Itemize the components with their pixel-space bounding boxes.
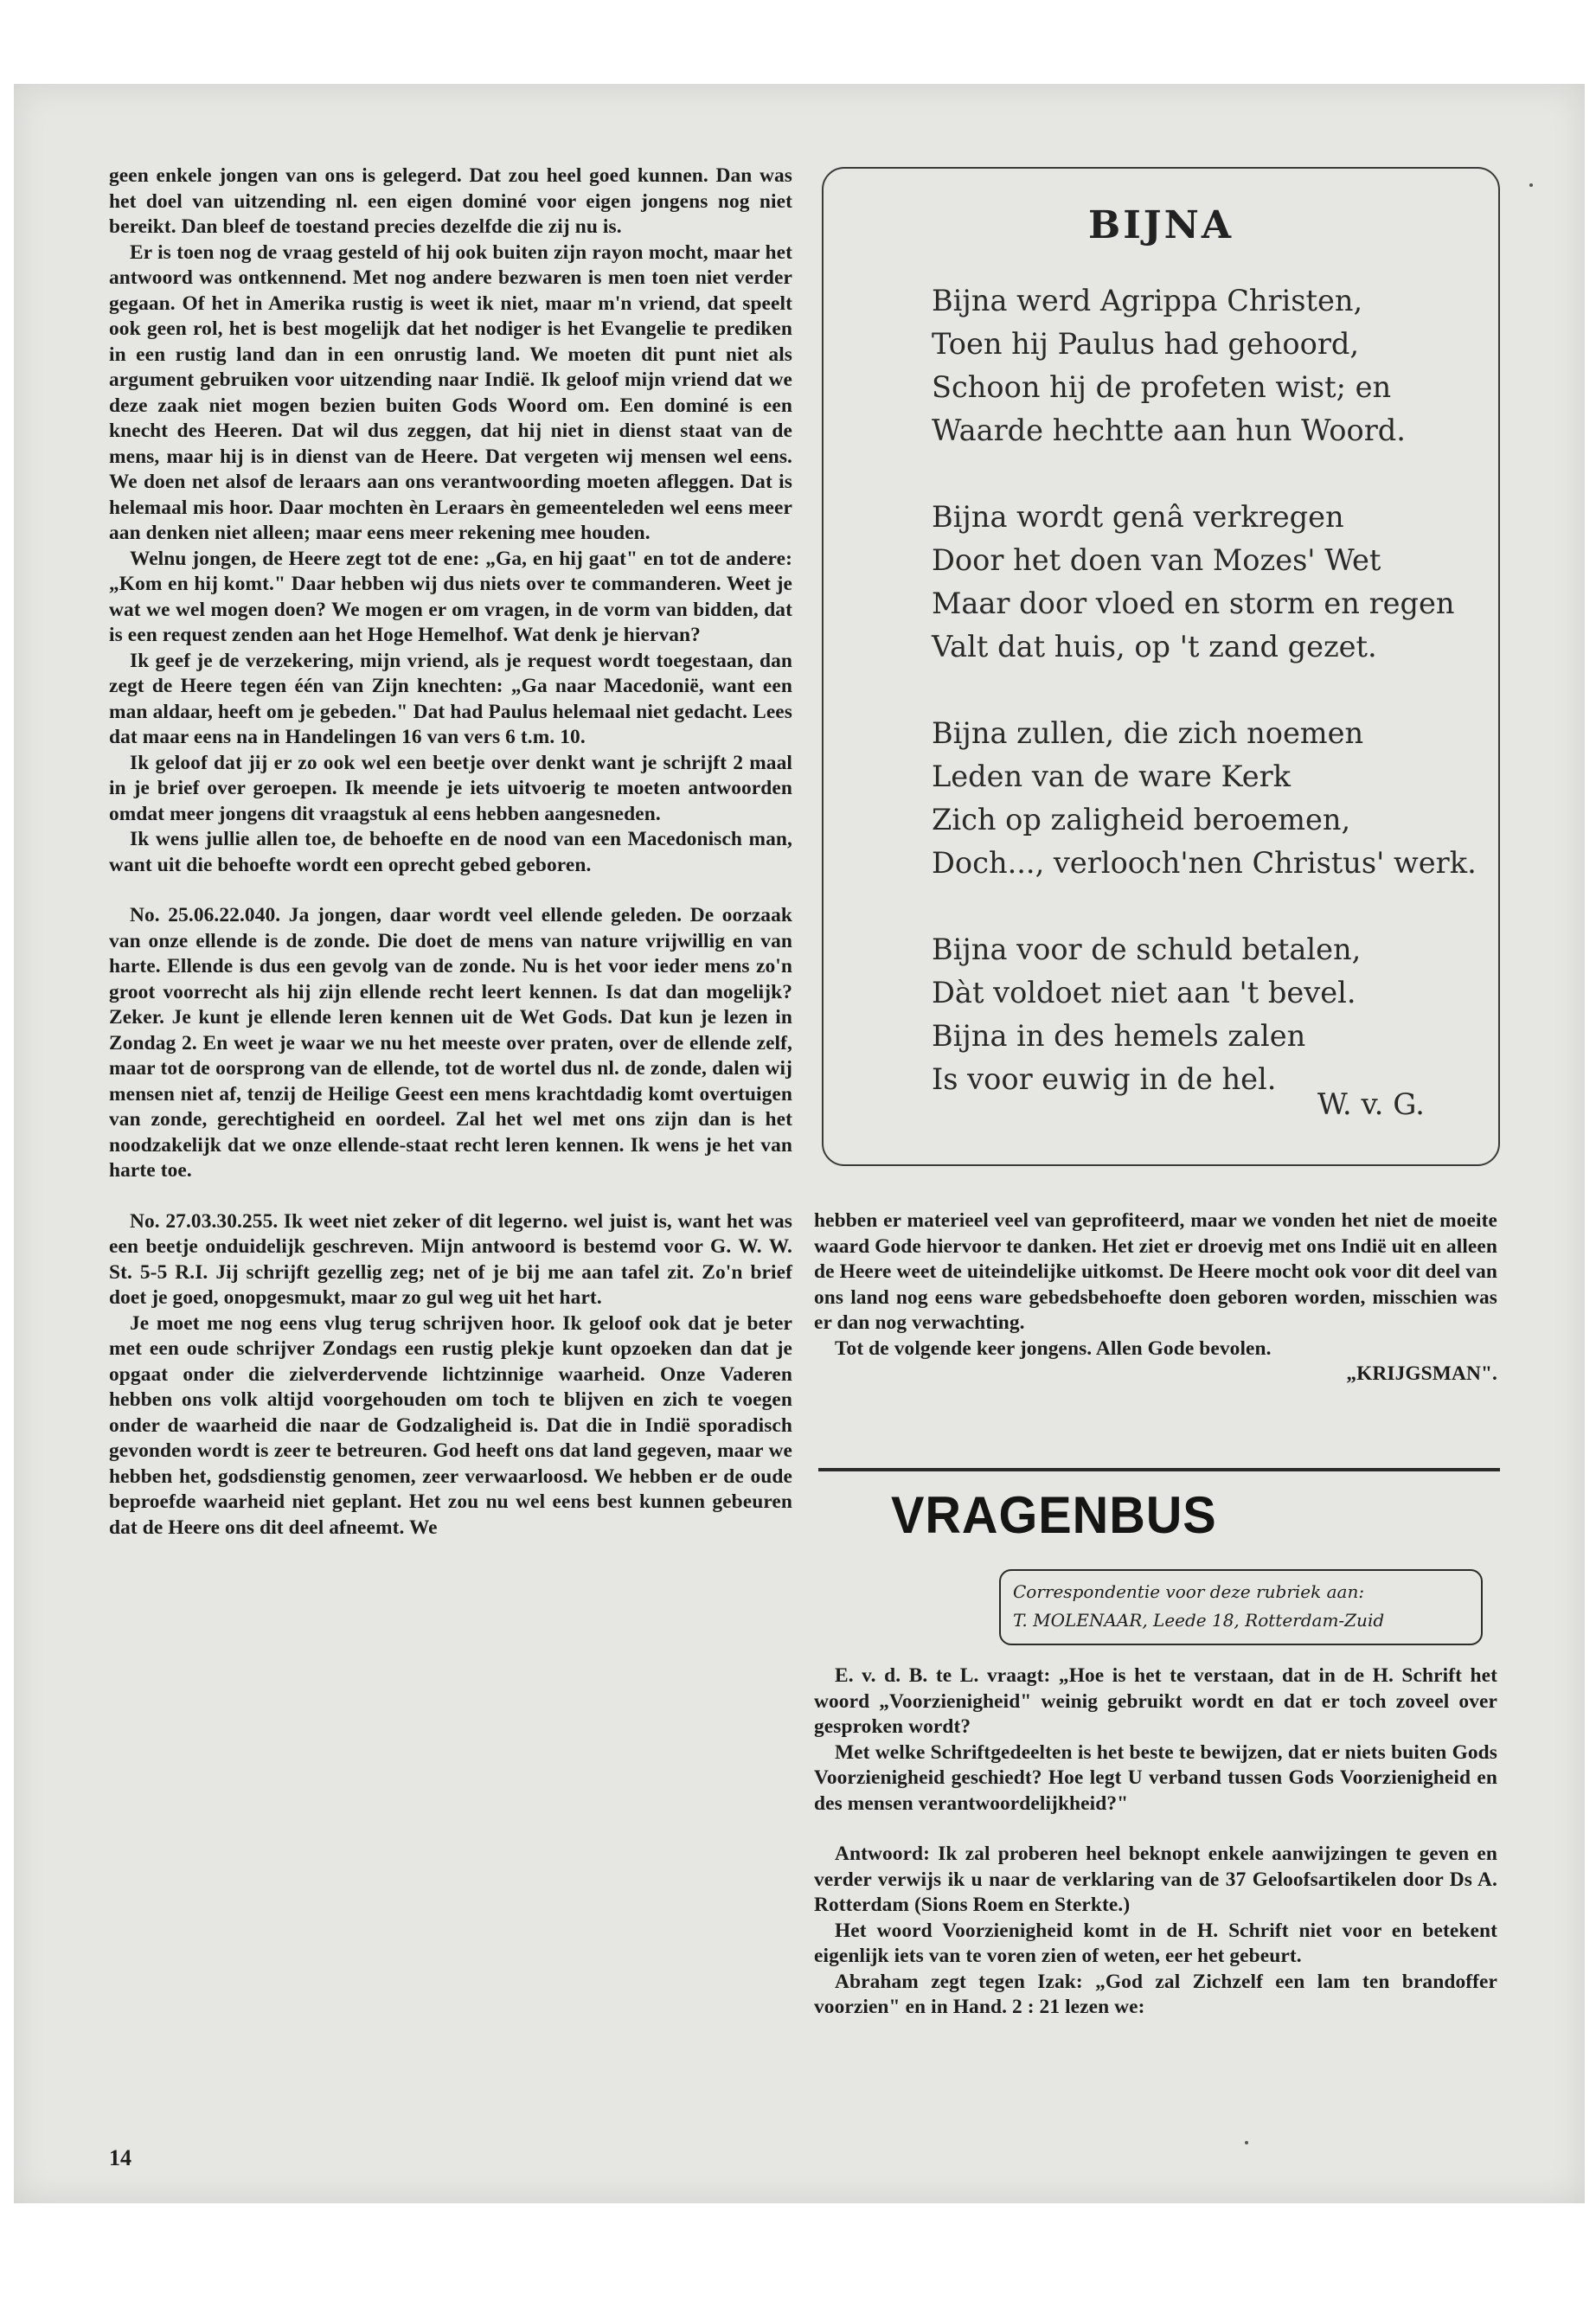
poem-line: Schoon hij de profeten wist; en [932, 370, 1392, 404]
paragraph: geen enkele jongen van ons is gelegerd. Dat zou heel goed kunnen. Dan was het doel van uitzending nl. een eigen dominé voor eigen jongens nog niet bereikt. Dan bleef de toestand precies dezelfde die zij nu is. [109, 164, 792, 238]
page-number: 14 [109, 2145, 131, 2170]
paragraph: Ik geef je de verzekering, mijn vriend, als je request wordt toegestaan, dan zegt de Heere tegen één van Zijn knechten: „Ga naar Macedonië, want een man aldaar, heeft om je gebeden." Dat had Paulus helemaal niet gedacht. Lees dat maar eens na in Handelingen 16 van vers 6 t.m. 10. [109, 649, 792, 748]
poem-line: Bijna wordt genâ verkregen [932, 500, 1344, 534]
poem-stanza [932, 496, 1468, 669]
poem-line: Dàt voldoet niet aan 't bevel. [932, 976, 1356, 1009]
paragraph: Welnu jongen, de Heere zegt tot de ene: „Ga, en hij gaat" en tot de andere: „Kom en hij komt." Daar hebben wij dus niets over te commanderen. Weet je wat we wel mogen doen? We mogen er om vragen, in de vorm van bidden, dat is een request zenden aan het Hoge Hemelhof. Wat denk je hiervan? [109, 547, 792, 646]
poem-line: Valt dat huis, op 't zand gezet. [932, 630, 1377, 663]
poem-line: Doch..., verlooch'nen Christus' werk. [932, 846, 1477, 880]
paragraph: Ik wens jullie allen toe, de behoefte en de nood van een Macedonisch man, want uit die behoefte wordt een oprecht gebed geboren. [109, 828, 792, 876]
poem-line: Zich op zaligheid beroemen, [932, 803, 1351, 836]
poem-stanza [932, 279, 1468, 452]
correspondence-address: T. MOLENAAR, Leede 18, Rotterdam-Zuid [1013, 1610, 1385, 1631]
poem-line: Bijna in des hemels zalen [932, 1019, 1306, 1053]
poem-line: Toen hij Paulus had gehoord, [932, 327, 1360, 361]
print-speck [1529, 183, 1533, 187]
answer-paragraph: Abraham zegt tegen Izak: „God zal Zichzelf een lam ten brandoffer voorzien" en in Hand. 2 : 21 lezen we: [814, 1970, 1497, 2018]
poem-stanza [932, 928, 1468, 1101]
poem-frame [822, 167, 1500, 1166]
poem-line: Leden van de ware Kerk [932, 760, 1291, 793]
correspondence-line: Correspondentie voor deze rubriek aan: [1013, 1581, 1365, 1602]
question-paragraph: Met welke Schriftgedeelten is het beste te bewijzen, dat er niets buiten Gods Voorzienigheid geschiedt? Hoe legt U verband tussen Gods Voorzienigheid en des mensen verantwoordelijkheid?" [814, 1740, 1497, 1815]
question-paragraph: E. v. d. B. te L. vraagt: „Hoe is het te verstaan, dat in de H. Schrift het woord „Voorzienigheid" weinig gebruikt wordt en dat er toch zoveel over gesproken wordt? [814, 1664, 1497, 1738]
magazine-page [14, 84, 1585, 2203]
poem-title: BIJNA [1088, 203, 1234, 247]
answer-paragraph: Antwoord: Ik zal proberen heel beknopt enkele aanwijzingen te geven en verder verwijs ik u naar de verklaring van de 37 Geloofsartikelen door Ds A. Rotterdam (Sions Roem en Sterkte.) [814, 1843, 1497, 1916]
vragenbus-column [814, 1663, 1497, 2021]
left-column [109, 163, 792, 1541]
print-speck [1245, 2141, 1248, 2144]
correspondence-box [999, 1569, 1483, 1645]
poem-body [932, 279, 1477, 1144]
letter-answer: No. 25.06.22.040. Ja jongen, daar wordt veel ellende geleden. De oorzaak van onze ellende is de zonde. Die doet de mens van nature vrijwillig en van harte. Ellende is dus een gevolg van de zonde. Nu is het voor ieder mens zo'n groot voorrecht als hij zijn ellende recht leert kennen. Is dat dan mogelijk? Zeker. Je kunt je ellende leren kennen uit de Wet Gods. Dat kun je lezen in Zondag 2. En weet je waar we nu het meeste over praten, over de ellende zelf, maar tot de oorsprong van de ellende, tot de wortel dus nl. de zonde, dalen wij mensen niet af, tenzij de Heilige Geest een mens krachtdadig komt overtuigen van zonde, gerechtigheid en oordeel. Zal het wel met ons zijn dan is het noodzakelijk dat we onze ellende-staat recht leren kennen. Ik wens je het van harte toe. [109, 904, 792, 1182]
paragraph: Je moet me nog eens vlug terug schrijven hoor. Ik geloof ook dat je beter met een oude schrijver Zondags een rustig plekje kunt opzoeken dan dat je opgaat onder die zielverdervende lichtzinnige waarheid. Onze Vaderen hebben ons volk altijd voorgehouden om toch te blijven en zich te voegen onder de waarheid die naar de Godzaligheid is. Dat die in Indië sporadisch gevonden wordt is zeer te betreuren. God heeft ons dat land gegeven, maar we hebben het, godsdienstig genomen, zeer verwaarloosd. We hebben er de oude beproefde waarheid niet geplant. Het zou nu wel eens best kunnen gebeuren dat de Heere ons dit deel afneemt. We [109, 1311, 792, 1539]
answer-paragraph: Het woord Voorzienigheid komt in de H. Schrift niet voor en betekent eigenlijk iets van te voren zien of weten, eer het gebeurt. [814, 1919, 1497, 1967]
right-column-continuation [814, 1208, 1497, 1388]
poem-line: Door het doen van Mozes' Wet [932, 543, 1381, 577]
section-divider [818, 1468, 1500, 1471]
paragraph: Er is toen nog de vraag gesteld of hij ook buiten zijn rayon mocht, maar het antwoord was ontkennend. Met nog andere bezwaren is men toen niet verder gegaan. Of het in Amerika rustig is weet ik niet, maar m'n vriend, dat speelt ook geen rol, het is best mogelijk dat het nodiger is het Evangelie te prediken in een rustig land dan in een onrustig land. We moeten dit punt niet als argument gebruiken voor uitzending naar Indië. Ik geloof mijn vriend dat we deze zaak niet mogen bezien buiten Gods Woord om. Een dominé is een knecht des Heeren. Dat wil dus zeggen, dat hij niet in dienst staat van de mens, maar hij is in dienst van de Heere. Dat vergeten wij mensen wel eens. We doen net alsof de leraars aan ons verantwoording moeten afleggen. Dat is helemaal mis hoor. Daar mochten èn Leraars èn gemeenteleden wel eens meer aan denken niet alleen; maar eens meer rekening mee houden. [109, 240, 792, 544]
poem-line: Maar door vloed en storm en regen [932, 586, 1455, 620]
poem-line: Bijna voor de schuld betalen, [932, 933, 1362, 966]
poem-line: Waarde hechtte aan hun Woord. [932, 413, 1406, 447]
letter-answer: No. 27.03.30.255. Ik weet niet zeker of dit legerno. wel juist is, want het was een beetje onduidelijk geschreven. Mijn antwoord is bestemd voor G. W. W. St. 5-5 R.I. Jij schrijft gezellig zeg; net of je bij me aan tafel zit. Zo'n brief doet je goed, onopgesmukt, maar zo gul weg uit het hart. [109, 1209, 792, 1309]
poem-line: Bijna zullen, die zich noemen [932, 716, 1364, 750]
paragraph: Tot de volgende keer jongens. Allen Gode bevolen. [835, 1336, 1272, 1360]
poem-signature: W. v. G. [1317, 1087, 1425, 1122]
poem-line: Is voor euwig in de hel. [932, 1062, 1277, 1096]
poem-line: Bijna werd Agrippa Christen, [932, 284, 1363, 317]
section-title: VRAGENBUS [891, 1486, 1217, 1544]
paragraph: hebben er materieel veel van geprofiteerd, maar we vonden het niet de moeite waard Gode hiervoor te danken. Het ziet er droevig met ons Indië uit en alleen de Heere weet de uiteindelijke uitkomst. De Heere mocht ook voor dit deel van ons land nog eens ware gebedsbehoefte doen geboren worden, misschien was er dan nog verwachting. [814, 1209, 1497, 1334]
paragraph: Ik geloof dat jij er zo ook wel een beetje over denkt want je schrijft 2 maal in je brief over geroepen. Ik meende je iets uitvoerig te moeten antwoorden omdat meer jongens dit vraagstuk al eens hebben aangesneden. [109, 751, 792, 825]
author-signoff: „KRIJGSMAN". [1346, 1362, 1497, 1385]
poem-stanza [932, 712, 1477, 885]
